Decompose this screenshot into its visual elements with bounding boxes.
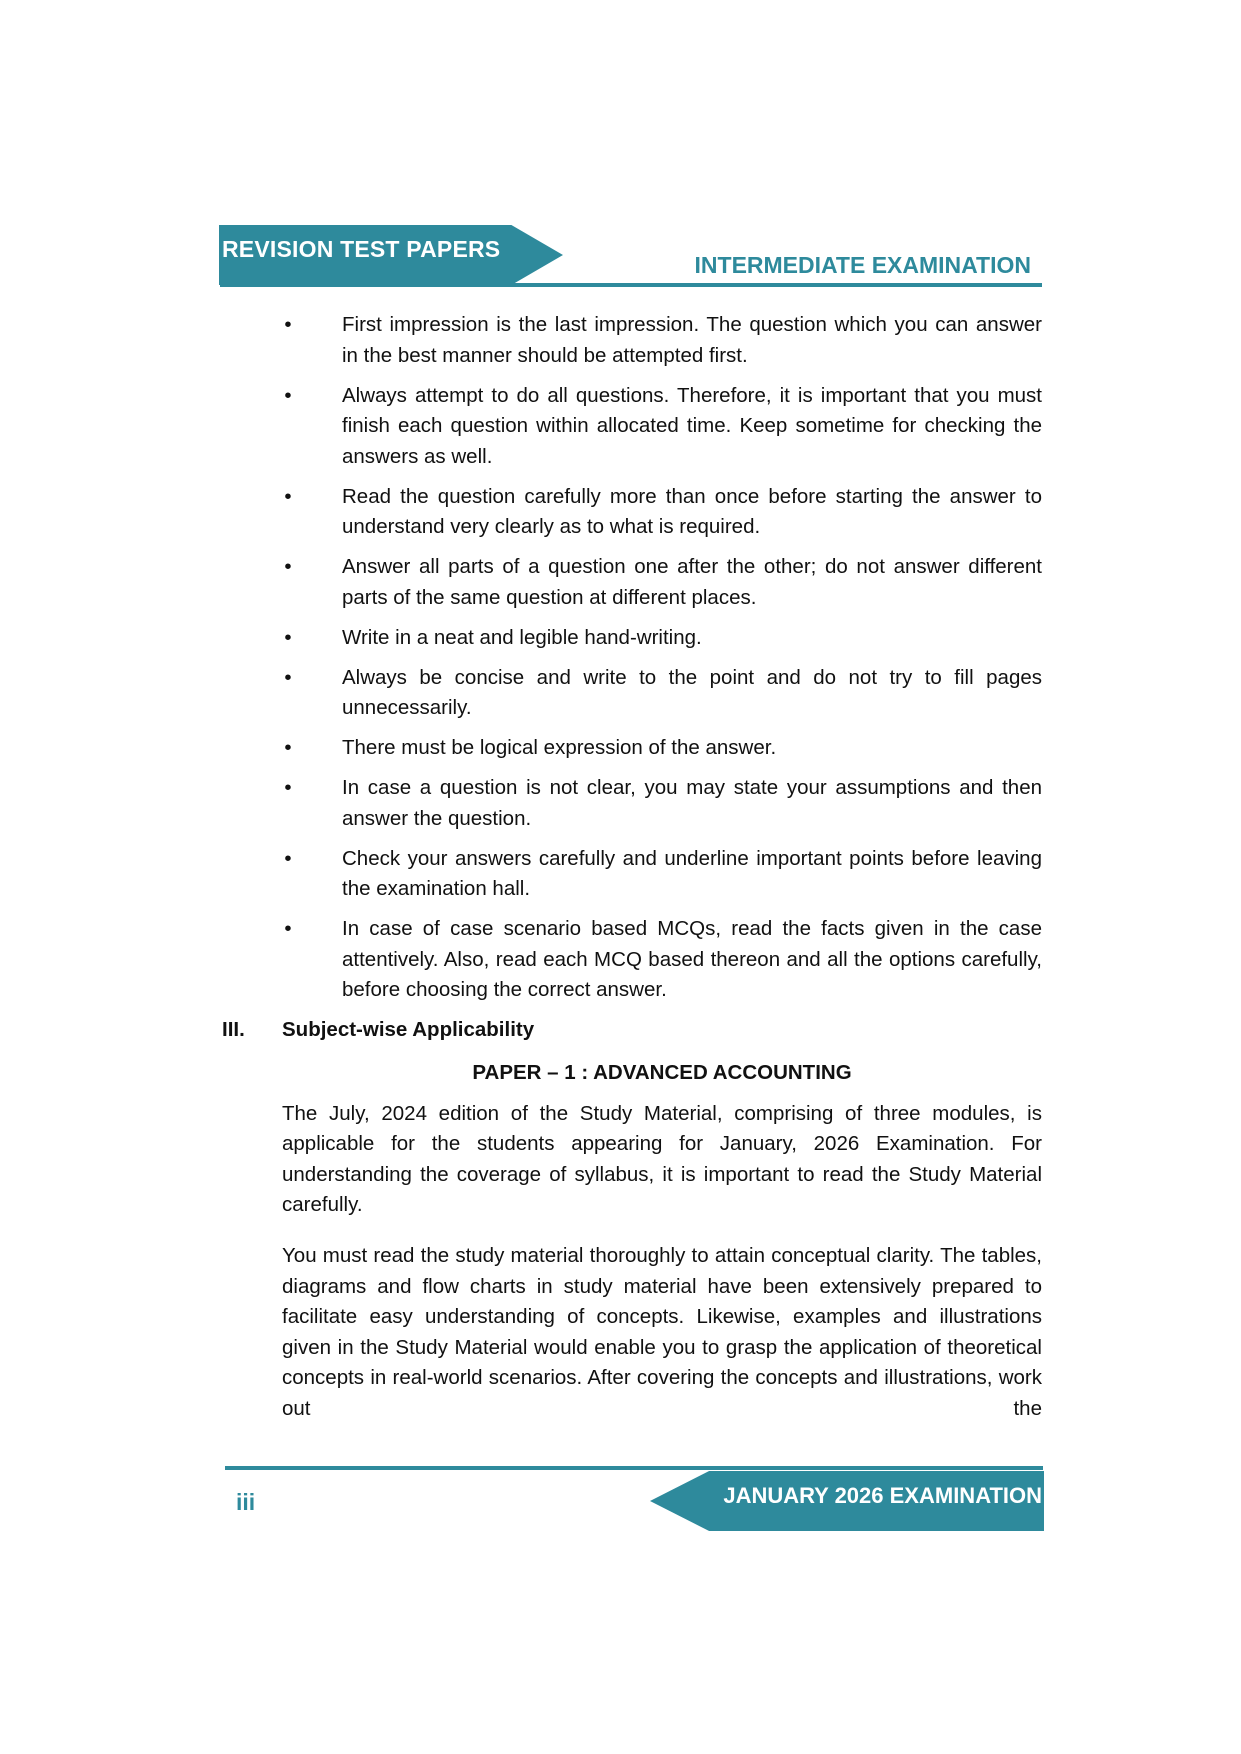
- list-item: [220, 381, 1042, 473]
- list-item: [220, 310, 1042, 371]
- list-item: [220, 773, 1042, 834]
- section-heading: [220, 1015, 1042, 1045]
- list-item-text: In case of case scenario based MCQs, read the facts given in the case attentively. Also, read each MCQ based thereon and all the options carefully, before choosing the correct answer.: [342, 917, 1042, 1001]
- list-item: [220, 552, 1042, 613]
- page-number: iii: [236, 1489, 256, 1515]
- footer-right-title: JANUARY 2026 EXAMINATION: [723, 1483, 1042, 1508]
- bullet-icon: •: [284, 313, 292, 336]
- list-item-text: There must be logical expression of the answer.: [342, 736, 777, 759]
- bullet-icon: •: [284, 776, 292, 799]
- header-right-title: INTERMEDIATE EXAMINATION: [694, 252, 1031, 278]
- footer-divider: [225, 1466, 1043, 1470]
- bullet-icon: •: [284, 736, 292, 759]
- section-number: III.: [222, 1018, 245, 1041]
- list-item-text: First impression is the last impression. The question which you can answer in the best manner should be attempted first.: [342, 313, 1042, 367]
- list-item-text: Read the question carefully more than once before starting the answer to understand very clearly as to what is required.: [342, 484, 1042, 538]
- section-title: Subject-wise Applicability: [282, 1018, 535, 1041]
- list-item-text: Always be concise and write to the point and do not try to fill pages unnecessarily.: [342, 665, 1042, 719]
- list-item: [220, 844, 1042, 905]
- list-item-text: Check your answers carefully and underline important points before leaving the examination hall.: [342, 846, 1042, 900]
- list-item: [220, 663, 1042, 724]
- bullet-icon: •: [284, 665, 292, 689]
- paper-title: PAPER – 1 : ADVANCED ACCOUNTING: [472, 1061, 852, 1084]
- list-item: [220, 733, 1042, 764]
- bullet-icon: •: [284, 555, 292, 578]
- list-item: [220, 914, 1042, 1006]
- bullet-icon: •: [284, 484, 292, 508]
- bullet-list: [220, 310, 1042, 1006]
- paragraph: The July, 2024 edition of the Study Material, comprising of three modules, is applicable for the students appearing for January, 2026 Examination. For understanding the coverage of syllabus, it is important to read the Study Material carefully.: [282, 1101, 1042, 1216]
- list-item-text: In case a question is not clear, you may state your assumptions and then answer the question.: [342, 776, 1042, 830]
- bullet-icon: •: [284, 625, 292, 649]
- header-left-title: REVISION TEST PAPERS: [222, 236, 501, 262]
- list-item-text: Write in a neat and legible hand-writing.: [342, 625, 702, 649]
- paragraph: You must read the study material thoroughly to attain conceptual clarity. The tables, diagrams and flow charts in study material have been extensively prepared to facilitate easy understanding of concepts. Likewise, examples and illustrations given in the Study Material would enable you to grasp the application of theoretical concepts in real-world scenarios. After covering the concepts and illustrations, work out the: [282, 1244, 1042, 1420]
- bullet-icon: •: [284, 383, 292, 407]
- list-item: [220, 623, 1042, 654]
- bullet-icon: •: [284, 917, 292, 940]
- header-divider: [220, 283, 1042, 287]
- bullet-icon: •: [284, 846, 292, 870]
- list-item-text: Answer all parts of a question one after the other; do not answer different parts of the same question at different places.: [342, 555, 1042, 609]
- list-item: [220, 482, 1042, 543]
- list-item-text: Always attempt to do all questions. Therefore, it is important that you must finish each question within allocated time. Keep sometime for checking the answers as well.: [342, 383, 1042, 468]
- page-content: [220, 310, 1042, 1445]
